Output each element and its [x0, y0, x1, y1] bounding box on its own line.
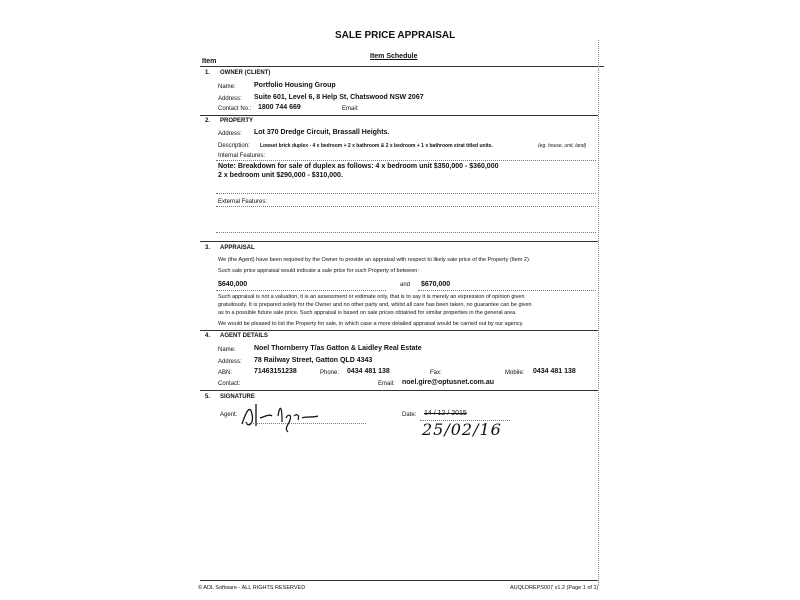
property-note-line-2: 2 x bedroom unit $290,000 - $310,000. — [218, 172, 343, 179]
property-description-label: Description: — [218, 143, 250, 149]
owner-address-value: Suite 601, Level 6, 8 Help St, Chatswood NSW 2067 — [254, 94, 424, 101]
signature-agent-label: Agent: — [220, 412, 238, 418]
section-rule — [200, 330, 598, 331]
section-rule — [200, 390, 598, 391]
owner-name-label: Name: — [218, 84, 236, 90]
property-address-value: Lot 370 Dredge Circuit, Brassall Heights. — [254, 129, 390, 136]
field-line — [216, 206, 596, 207]
agent-mobile-value: 0434 481 138 — [533, 368, 576, 375]
appraisal-paragraph-4: We would be pleased to list the Property for sale, in which case a more detailed appraisal would be carried out by our agency. — [218, 321, 524, 327]
property-description-value: Lowset brick duplex - 4 x bedroom + 2 x bathroom & 2 x bedroom + 1 x bathroom strat titled units. — [260, 143, 493, 149]
agent-abn-value: 71463151238 — [254, 368, 297, 375]
owner-email-label: Email: — [342, 106, 359, 112]
owner-heading: OWNER (CLIENT) — [220, 70, 271, 76]
appraisal-paragraph-2: Such sale price appraisal would indicate a sale price for such Property of between: — [218, 268, 419, 274]
signature-heading: SIGNATURE — [220, 394, 255, 400]
field-line — [246, 423, 366, 424]
owner-contact-label: Contact No.: — [218, 106, 252, 112]
section-number: 3. — [205, 245, 211, 251]
agent-contact-label: Contact: — [218, 381, 241, 387]
property-address-label: Address: — [218, 131, 242, 137]
appraisal-paragraph-3-line-2: gratuitously. It is prepared solely for the Owner and no other party and, whilst all care has been taken, no guarantee can be given — [218, 302, 532, 308]
footer-copyright: © ADL Software - ALL RIGHTS RESERVED — [198, 585, 306, 591]
appraisal-heading: APPRAISAL — [220, 245, 255, 251]
property-heading: PROPERTY — [220, 118, 254, 124]
appraisal-paragraph-3-line-3: as to a possible future sale price. Such appraisal is based on sale prices obtained for similar properties in the general area. — [218, 310, 517, 316]
agent-signature-image — [236, 398, 336, 434]
section-number: 2. — [205, 118, 211, 124]
field-line — [216, 232, 596, 233]
internal-features-label: Internal Features: — [218, 153, 266, 159]
property-description-hint: (eg. house, unit, land) — [538, 143, 587, 149]
appraisal-and-label: and — [400, 282, 411, 288]
appraisal-high-value: $670,000 — [421, 281, 451, 288]
agent-name-label: Name: — [218, 347, 236, 353]
appraisal-low-value: $640,000 — [218, 281, 248, 288]
owner-name-value: Portfolio Housing Group — [254, 82, 336, 89]
signature-date-label: Date: — [402, 412, 417, 418]
item-schedule-heading: Item Schedule — [370, 53, 418, 60]
agent-abn-label: ABN: — [218, 370, 233, 376]
agent-address-value: 78 Railway Street, Gatton QLD 4343 — [254, 357, 373, 364]
agent-heading: AGENT DETAILS — [220, 333, 268, 339]
field-line — [418, 290, 596, 291]
external-features-label: External Features: — [218, 199, 268, 205]
footer-form-id: AUQLDREPS007 v1.2 (Page 1 of 1) — [510, 585, 599, 591]
agent-address-label: Address: — [218, 359, 242, 365]
agent-email-value: noel.gire@optusnet.com.au — [402, 379, 495, 386]
header-rule — [200, 66, 604, 67]
document-title: SALE PRICE APPRAISAL — [335, 30, 456, 41]
section-rule — [200, 115, 598, 116]
appraisal-paragraph-1: We (the Agent) have been required by the Owner to provide an appraisal with respect to likely sale price of the Property (Item 2). — [218, 257, 531, 263]
agent-email-label: Email: — [378, 381, 395, 387]
owner-address-label: Address: — [218, 96, 242, 102]
footer-rule — [200, 580, 598, 581]
section-rule — [200, 241, 598, 242]
appraisal-paragraph-3-line-1: Such appraisal is not a valuation, it is an assessment or estimate only, that is to say it is merely an expression of opinion given — [218, 294, 525, 300]
signature-date-struck: 14 / 12 / 2015 — [424, 410, 467, 417]
agent-fax-label: Fax: — [430, 370, 442, 376]
agent-name-value: Noel Thornberry T/as Gatton & Laidley Real Estate — [254, 345, 422, 352]
signature-date-handwritten: 25/02/16 — [422, 420, 502, 439]
field-line — [216, 193, 596, 194]
property-note-line-1: Note: Breakdown for sale of duplex as follows: 4 x bedroom unit $350,000 - $360,000 — [218, 163, 499, 170]
field-line — [216, 160, 596, 161]
agent-phone-label: Phone: — [320, 370, 340, 376]
agent-phone-value: 0434 481 138 — [347, 368, 390, 375]
section-number: 1. — [205, 70, 211, 76]
owner-contact-value: 1800 744 669 — [258, 104, 301, 111]
item-column-label: Item — [202, 58, 217, 65]
agent-mobile-label: Mobile: — [505, 370, 525, 376]
section-number: 4. — [205, 333, 211, 339]
field-line — [216, 290, 386, 291]
right-border — [598, 40, 599, 585]
section-number: 5. — [205, 394, 211, 400]
